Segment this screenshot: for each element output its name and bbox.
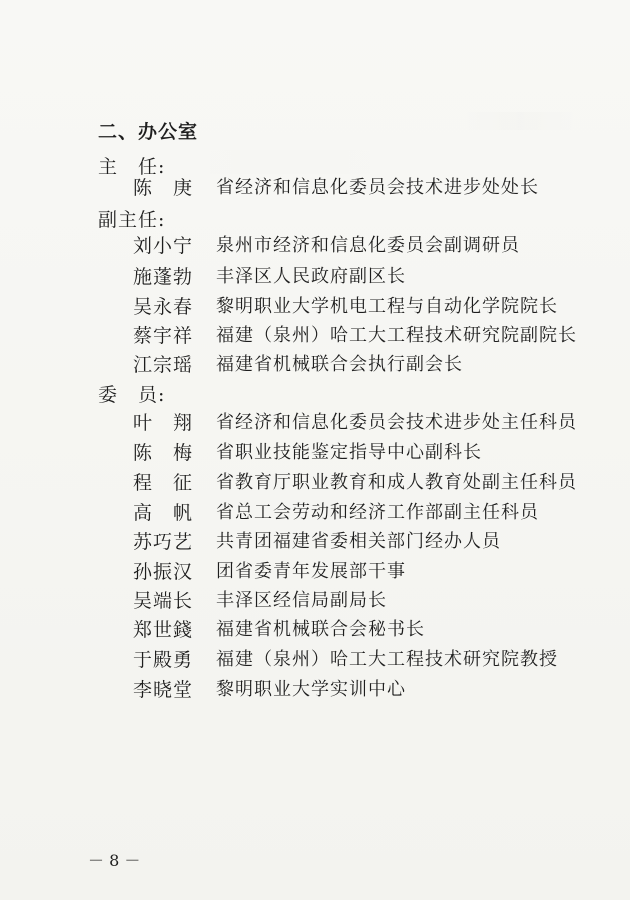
list-item <box>133 526 501 554</box>
member-title: 黎明职业大学实训中心 <box>216 679 406 700</box>
list-item <box>133 172 539 200</box>
deputy-label: 副主任: <box>98 209 166 231</box>
member-title: 泉州市经济和信息化委员会副调研员 <box>216 235 520 256</box>
page-number: － 8 － <box>88 851 141 870</box>
member-title: 丰泽区经信局副局长 <box>216 590 387 611</box>
committee-label: 委 员: <box>98 384 166 406</box>
list-item <box>133 230 520 258</box>
member-name: 叶 翔 <box>133 411 194 434</box>
member-name: 蔡宇祥 <box>133 324 194 347</box>
member-name: 李晓堂 <box>133 678 194 701</box>
member-name: 程 征 <box>133 471 194 494</box>
member-title: 省教育厅职业教育和成人教育处副主任科员 <box>216 472 577 493</box>
member-name: 刘小宁 <box>133 234 194 257</box>
member-name: 高 帆 <box>133 501 194 524</box>
member-title: 丰泽区人民政府副区长 <box>216 266 406 287</box>
list-item <box>133 437 482 465</box>
director-label: 主 任: <box>98 156 166 178</box>
member-title: 省经济和信息化委员会技术进步处主任科员 <box>216 412 577 433</box>
list-item <box>133 644 558 672</box>
list-item <box>133 674 406 702</box>
member-name: 于殿勇 <box>133 648 194 671</box>
member-name: 吴端长 <box>133 589 194 612</box>
member-name: 郑世錢 <box>133 618 194 641</box>
list-item <box>133 291 558 319</box>
list-item <box>133 614 425 642</box>
show-through-artifact <box>160 150 420 174</box>
member-name: 江宗瑶 <box>133 353 194 376</box>
list-item <box>133 320 577 348</box>
member-title: 黎明职业大学机电工程与自动化学院院长 <box>216 296 558 317</box>
list-item <box>133 467 577 495</box>
member-title: 省经济和信息化委员会技术进步处处长 <box>216 177 539 198</box>
member-name: 孙振汉 <box>133 560 194 583</box>
member-title: 福建省机械联合会秘书长 <box>216 619 425 640</box>
member-title: 福建（泉州）哈工大工程技术研究院副院长 <box>216 325 577 346</box>
list-item <box>133 261 406 289</box>
member-name: 陈 庚 <box>133 176 194 199</box>
show-through-artifact <box>455 112 585 130</box>
list-item <box>133 585 387 613</box>
list-item <box>133 407 577 435</box>
member-name: 陈 梅 <box>133 441 194 464</box>
section-title: 二、办公室 <box>98 121 199 143</box>
member-title: 团省委青年发展部干事 <box>216 561 406 582</box>
member-name: 施蓬勃 <box>133 265 194 288</box>
member-title: 共青团福建省委相关部门经办人员 <box>216 531 501 552</box>
member-title: 省总工会劳动和经济工作部副主任科员 <box>216 502 539 523</box>
member-name: 苏巧艺 <box>133 530 194 553</box>
member-title: 福建省机械联合会执行副会长 <box>216 354 463 375</box>
list-item <box>133 556 406 584</box>
member-title: 省职业技能鉴定指导中心副科长 <box>216 442 482 463</box>
list-item <box>133 349 463 377</box>
member-name: 吴永春 <box>133 295 194 318</box>
member-title: 福建（泉州）哈工大工程技术研究院教授 <box>216 649 558 670</box>
list-item <box>133 497 539 525</box>
